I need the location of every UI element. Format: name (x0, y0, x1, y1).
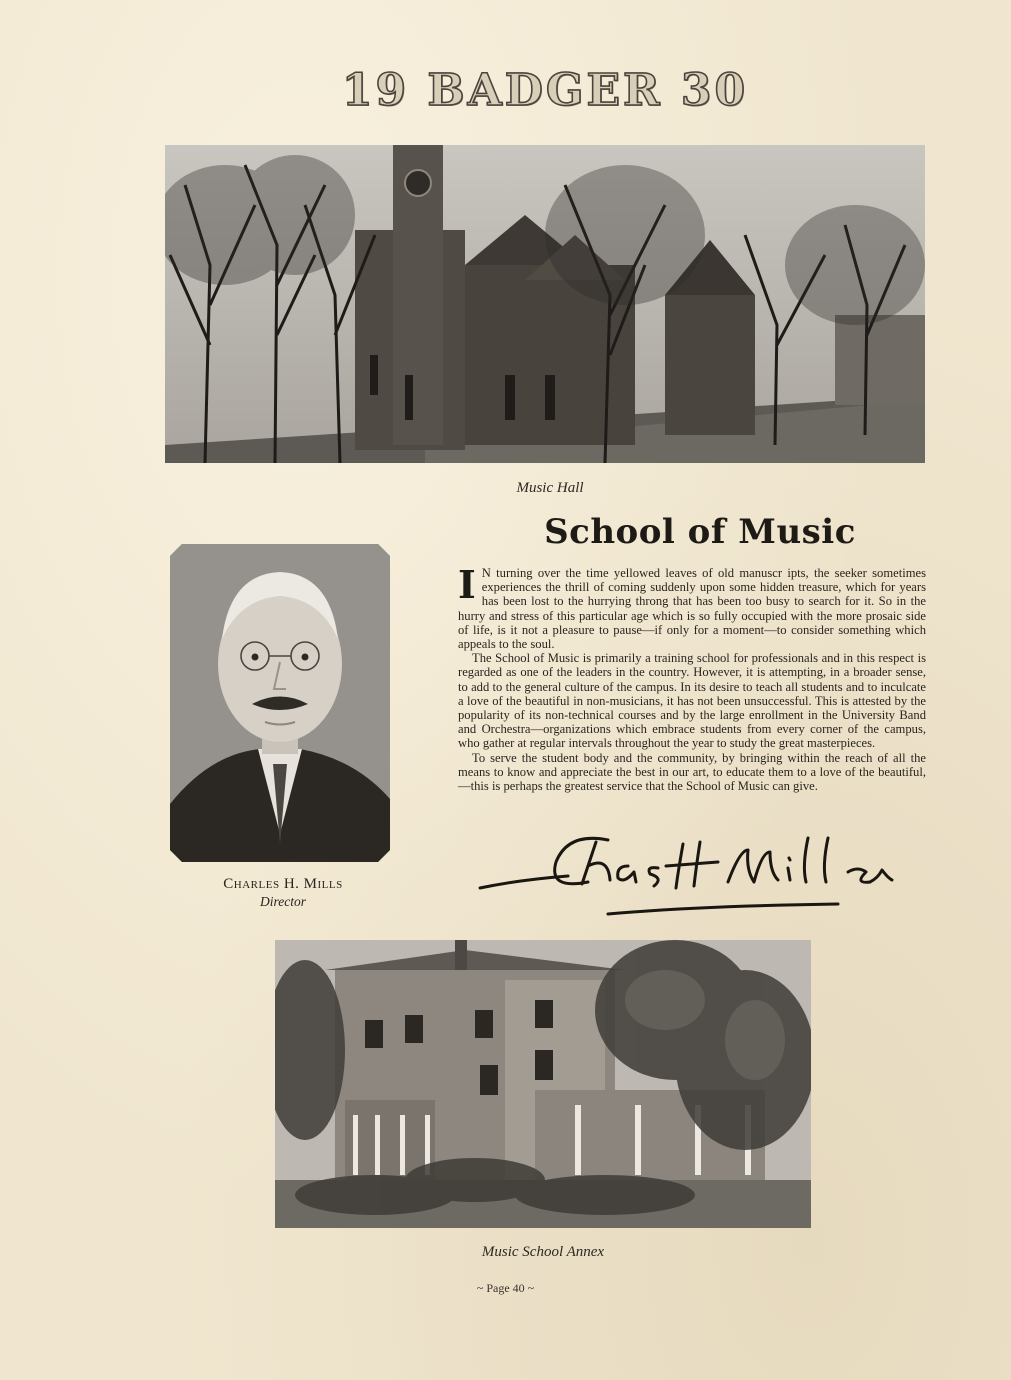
music-school-annex-photo (275, 940, 811, 1228)
annex-caption: Music School Annex (481, 1244, 605, 1260)
director-portrait (170, 544, 390, 862)
badger-banner (165, 62, 925, 118)
director-signature (478, 822, 928, 922)
article-title: School of Music (544, 512, 856, 552)
paragraph-1-text: N turning over the time yellowed leaves of old manuscr ipts, the seeker sometimes experiences the thrill of coming suddenly upon some hidden treasure, which for years has been lost to the hurrying throng that has been too busy to search for it. So in the hurry and stress of this particular age which is so fully occupied with the more prosaic side of life, is it not a pleasure to pause—if only for a moment—to consider something which appeals to the soul. (458, 566, 926, 652)
drop-cap: I (458, 562, 476, 607)
music-hall-photo (165, 145, 925, 463)
director-title: Director (260, 894, 306, 909)
paragraph-3: To serve the student body and the community, by bringing within the reach of all the means to know and appreciate the best in our art, to educate them to a love of the beautiful,—this is perhaps the greatest service that the School of Music can give. (458, 750, 926, 794)
director-name: Charles H. Mills (223, 876, 343, 892)
banner-text: 19 BADGER 30 (341, 64, 749, 116)
page-number: ~ Page 40 ~ (476, 1281, 535, 1295)
article-body (458, 562, 926, 794)
paragraph-2: The School of Music is primarily a training school for professionals and in this respect is regarded as one of the leaders in the country. However, it is attempting, in a broader sense, to add to the general culture of the campus. In its desire to teach all students and to inculcate a love of the beautiful in non-musicians, it has not been unsuccessful. This is attested by the popularity of its non-technical courses and by the large enrollment in the University Band and Orchestra—organizations which embrace students from every corner of the campus, who gather at regular intervals throughout the year to study the great masterpieces. (458, 651, 926, 751)
paragraph-1 (458, 562, 926, 652)
music-hall-caption: Music Hall (516, 480, 584, 496)
